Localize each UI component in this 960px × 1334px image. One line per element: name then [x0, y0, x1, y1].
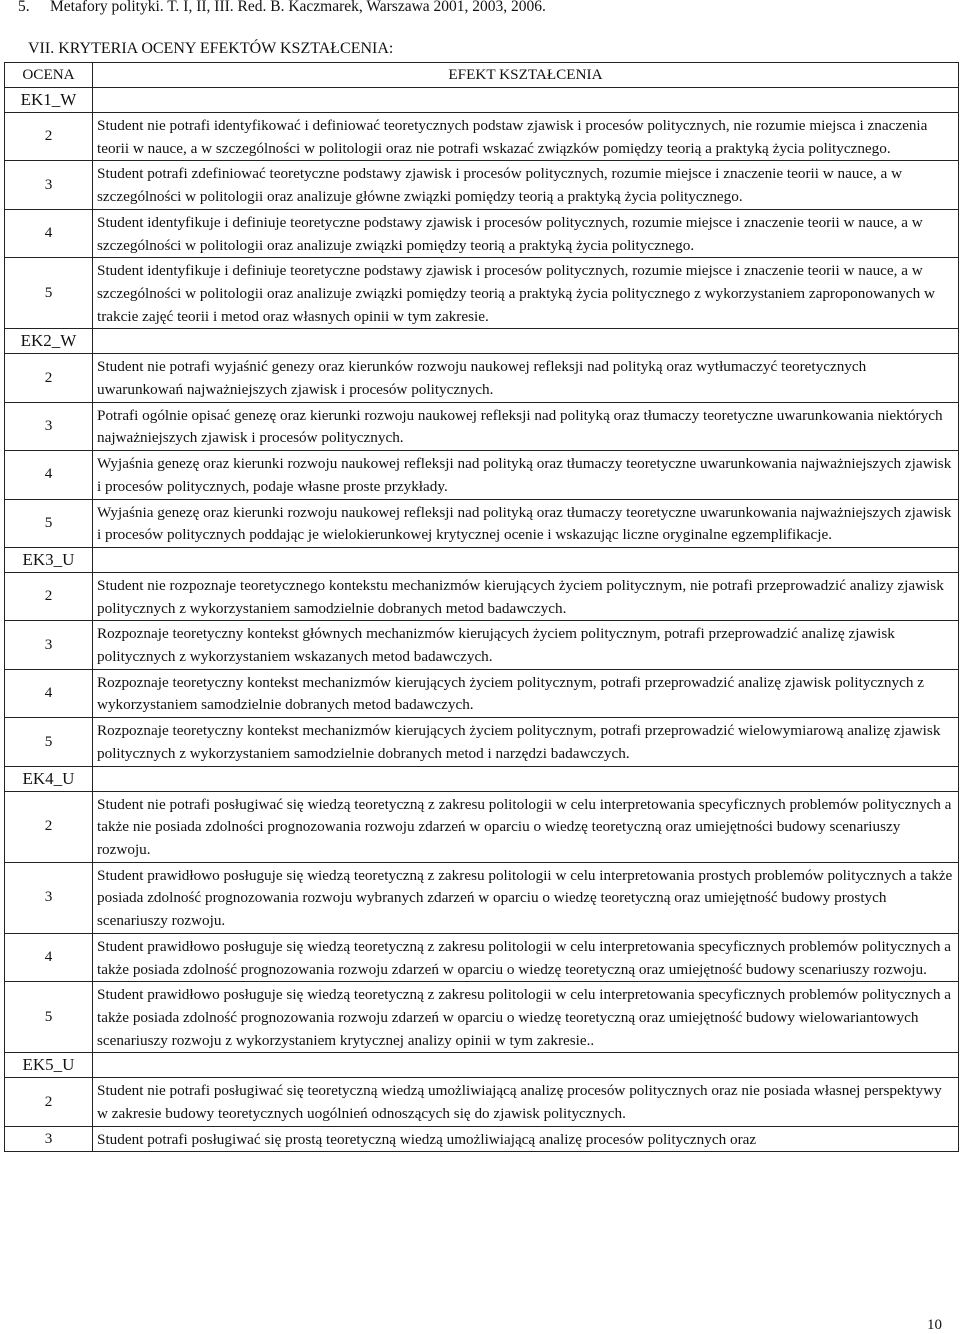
- effect-description: Wyjaśnia genezę oraz kierunki rozwoju naukowej refleksji nad polityką oraz tłumaczy teoretyczne uwarunkowania najważniejszych zjawisk i procesów politycznych poddając je wielokierunkowej krytycznej ocenie i wskazując liczne oryginalne egzemplifikacje.: [93, 499, 959, 547]
- grade-cell: 5: [5, 718, 93, 766]
- grade-cell: 2: [5, 572, 93, 620]
- criteria-row: [5, 354, 959, 402]
- grade-cell: 3: [5, 161, 93, 209]
- effect-description: Student identyfikuje i definiuje teoretyczne podstawy zjawisk i procesów politycznych, rozumie miejsce i znaczenie teorii w nauce, a w szczególności w politologii oraz analizuje związki pomiędzy teorią a praktyką życia politycznego.: [93, 209, 959, 257]
- criteria-row: [5, 1078, 959, 1126]
- criteria-row: [5, 862, 959, 933]
- page-number: 10: [927, 1317, 942, 1333]
- outcome-code: EK4_U: [5, 766, 93, 791]
- outcome-code: EK3_U: [5, 547, 93, 572]
- effect-description: Wyjaśnia genezę oraz kierunki rozwoju naukowej refleksji nad polityką oraz tłumaczy teoretyczne uwarunkowania najważniejszych zjawisk i procesów politycznych, podaje własne proste przykłady.: [93, 451, 959, 499]
- assessment-criteria-table: [4, 62, 959, 1152]
- effect-description: Student nie potrafi wyjaśnić genezy oraz kierunków rozwoju naukowej refleksji nad polityką oraz wytłumaczyć teoretycznych uwarunkowań najważniejszych zjawisk i procesów politycznych.: [93, 354, 959, 402]
- effect-description: Student prawidłowo posługuje się wiedzą teoretyczną z zakresu politologii w celu interpretowania prostych problemów politycznych a także posiada zdolność prognozowania rozwoju wybranych zdarzeń w oparciu o wiedzę teoretyczną oraz umiejętność budowy prostych scenariuszy rozwoju.: [93, 862, 959, 933]
- grade-cell: 2: [5, 1078, 93, 1126]
- criteria-row: [5, 621, 959, 669]
- effect-description: Student identyfikuje i definiuje teoretyczne podstawy zjawisk i procesów politycznych, rozumie miejsce i znaczenie teorii w nauce, a w szczególności w politologii oraz analizuje związki pomiędzy teorią a praktyką życia politycznego z wykorzystaniem zaproponowanych w trakcie zajęć teorii i metod oraz własnych opinii w tym zakresie.: [93, 258, 959, 329]
- effect-description: Rozpoznaje teoretyczny kontekst mechanizmów kierujących życiem politycznym, potrafi przeprowadzić wielowymiarową analizę zjawisk politycznych z wykorzystaniem samodzielnie dobranych metod i narzędzi badawczych.: [93, 718, 959, 766]
- outcome-code-row: [5, 329, 959, 354]
- criteria-row: [5, 933, 959, 981]
- grade-cell: 5: [5, 258, 93, 329]
- bibliography-item-text: Metafory polityki. T. I, II, III. Red. B. Kaczmarek, Warszawa 2001, 2003, 2006.: [50, 0, 546, 15]
- grade-cell: 3: [5, 1126, 93, 1152]
- criteria-row: [5, 499, 959, 547]
- criteria-row: [5, 982, 959, 1053]
- criteria-row: [5, 791, 959, 862]
- grade-cell: 3: [5, 621, 93, 669]
- grade-cell: 4: [5, 209, 93, 257]
- effect-description: Student nie potrafi posługiwać się wiedzą teoretyczną z zakresu politologii w celu interpretowania specyficznych problemów politycznych a także nie posiada zdolności prognozowania rozwoju zdarzeń w oparciu o wiedzę teoretyczną oraz umiejętności budowy scenariuszy rozwoju.: [93, 791, 959, 862]
- outcome-code: EK2_W: [5, 329, 93, 354]
- criteria-row: [5, 572, 959, 620]
- criteria-row: [5, 451, 959, 499]
- header-effect: EFEKT KSZTAŁCENIA: [93, 63, 959, 88]
- bibliography-item: [18, 0, 546, 16]
- outcome-code-row: [5, 1053, 959, 1078]
- outcome-code-blank: [93, 329, 959, 354]
- effect-description: Student nie potrafi posługiwać się teoretyczną wiedzą umożliwiającą analizę procesów politycznych oraz nie posiada własnej perspektywy w zakresie budowy teoretycznych uogólnień odnoszących się do zjawisk politycznych.: [93, 1078, 959, 1126]
- grade-cell: 3: [5, 862, 93, 933]
- grade-cell: 2: [5, 113, 93, 161]
- grade-cell: 5: [5, 499, 93, 547]
- criteria-row: [5, 1126, 959, 1152]
- outcome-code-blank: [93, 88, 959, 113]
- outcome-code-row: [5, 547, 959, 572]
- outcome-code-row: [5, 766, 959, 791]
- outcome-code: EK1_W: [5, 88, 93, 113]
- grade-cell: 4: [5, 451, 93, 499]
- header-grade: OCENA: [5, 63, 93, 88]
- criteria-row: [5, 669, 959, 717]
- criteria-row: [5, 258, 959, 329]
- table-header-row: [5, 63, 959, 88]
- criteria-row: [5, 113, 959, 161]
- effect-description: Rozpoznaje teoretyczny kontekst głównych mechanizmów kierujących życiem politycznym, potrafi przeprowadzić analizę zjawisk politycznych z wykorzystaniem wskazanych metod badawczych.: [93, 621, 959, 669]
- grade-cell: 2: [5, 791, 93, 862]
- criteria-row: [5, 718, 959, 766]
- grade-cell: 5: [5, 982, 93, 1053]
- outcome-code-blank: [93, 766, 959, 791]
- effect-description: Student nie potrafi identyfikować i definiować teoretycznych podstaw zjawisk i procesów politycznych, nie rozumie miejsca i znaczenia teorii w nauce, a w szczególności w politologii oraz nie potrafi wskazać związków pomiędzy teorią a praktyką życia politycznego.: [93, 113, 959, 161]
- effect-description: Student potrafi posługiwać się prostą teoretyczną wiedzą umożliwiającą analizę procesów politycznych oraz: [93, 1126, 959, 1152]
- grade-cell: 4: [5, 933, 93, 981]
- outcome-code-blank: [93, 1053, 959, 1078]
- effect-description: Student potrafi zdefiniować teoretyczne podstawy zjawisk i procesów politycznych, rozumie miejsce i znaczenie teorii w nauce, a w szczególności w politologii oraz analizuje główne związki pomiędzy teorią a praktyką życia politycznego.: [93, 161, 959, 209]
- outcome-code-row: [5, 88, 959, 113]
- criteria-row: [5, 402, 959, 450]
- grade-cell: 4: [5, 669, 93, 717]
- criteria-row: [5, 209, 959, 257]
- bibliography-item-number: 5.: [18, 0, 30, 15]
- effect-description: Student nie rozpoznaje teoretycznego kontekstu mechanizmów kierujących życiem politycznym, nie potrafi przeprowadzić analizy zjawisk politycznych z wykorzystaniem samodzielnie dobranych metod badawczych.: [93, 572, 959, 620]
- grade-cell: 2: [5, 354, 93, 402]
- grade-cell: 3: [5, 402, 93, 450]
- section-heading: VII. KRYTERIA OCENY EFEKTÓW KSZTAŁCENIA:: [28, 40, 394, 57]
- outcome-code-blank: [93, 547, 959, 572]
- effect-description: Student prawidłowo posługuje się wiedzą teoretyczną z zakresu politologii w celu interpretowania specyficznych problemów politycznych a także posiada zdolność prognozowania rozwoju zdarzeń w oparciu o wiedzę teoretyczną oraz umiejętność budowy wielowariantowych scenariuszy rozwoju z wykorzystaniem krytycznej analizy opinii w tym zakresie..: [93, 982, 959, 1053]
- outcome-code: EK5_U: [5, 1053, 93, 1078]
- criteria-row: [5, 161, 959, 209]
- effect-description: Student prawidłowo posługuje się wiedzą teoretyczną z zakresu politologii w celu interpretowania specyficznych problemów politycznych a także posiada zdolność prognozowania rozwoju zdarzeń w oparciu o wiedzę teoretyczną oraz umiejętność budowy scenariuszy rozwoju.: [93, 933, 959, 981]
- effect-description: Rozpoznaje teoretyczny kontekst mechanizmów kierujących życiem politycznym, potrafi przeprowadzić analizę zjawisk politycznych z wykorzystaniem samodzielnie dobranych metod badawczych.: [93, 669, 959, 717]
- effect-description: Potrafi ogólnie opisać genezę oraz kierunki rozwoju naukowej refleksji nad polityką oraz tłumaczy teoretyczne uwarunkowania niektórych najważniejszych zjawisk i procesów politycznych.: [93, 402, 959, 450]
